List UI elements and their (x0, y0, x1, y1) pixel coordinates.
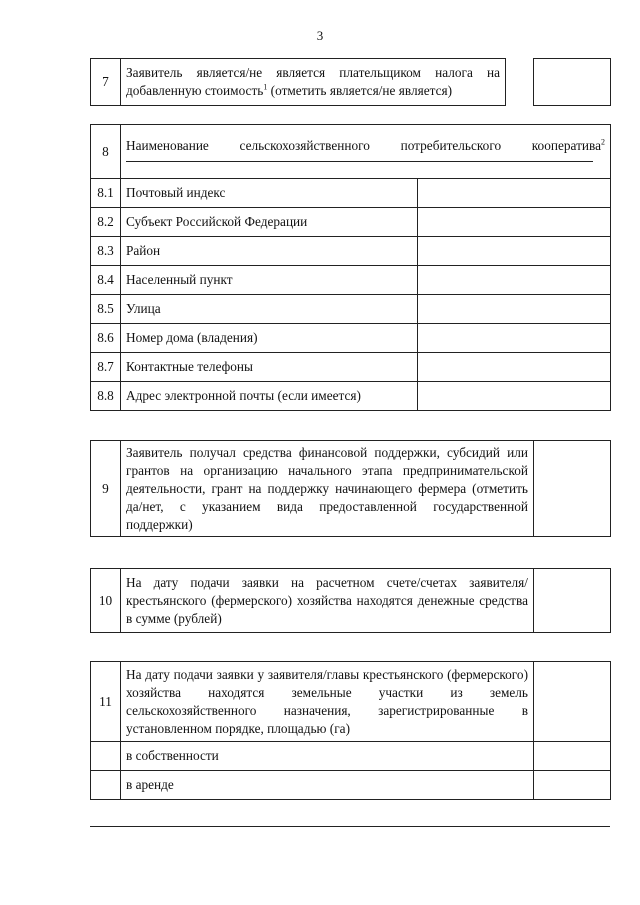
section-10-table (90, 568, 611, 633)
section-7-number: 7 (91, 59, 121, 106)
section-11-answer-cell[interactable] (534, 662, 611, 742)
section-8-3-label: Район (121, 237, 418, 266)
section-8-title-underline (126, 161, 593, 162)
section-8-4-value[interactable] (418, 266, 611, 295)
section-7-answer-cell[interactable] (534, 59, 611, 106)
section-8-title-cell[interactable] (121, 125, 611, 179)
section-8-5-value[interactable] (418, 295, 611, 324)
footnote-mark-1: 1 (263, 82, 268, 92)
page-number: 3 (316, 28, 324, 43)
section-8-3-number: 8.3 (91, 237, 121, 266)
section-8-6-label: Номер дома (владения) (121, 324, 418, 353)
section-9-table (90, 440, 611, 537)
section-11-ownership-label: в собственности (121, 742, 534, 771)
section-9-text: Заявитель получал средства финансовой поддержки, субсидий или грантов на организацию начального этапа предпринимательской деятельности, грант на поддержку начинающего фермера (отметить да/нет, с указанием вида предоставленной государственной поддержки) (121, 441, 534, 537)
section-8-7-label: Контактные телефоны (121, 353, 418, 382)
section-9-number: 9 (91, 441, 121, 537)
section-8-8-value[interactable] (418, 382, 611, 411)
section-11-lease-label: в аренде (121, 771, 534, 800)
section-11-ownership-value[interactable] (534, 742, 611, 771)
section-7-table (90, 58, 611, 106)
section-8-6-value[interactable] (418, 324, 611, 353)
section-8-2-number: 8.2 (91, 208, 121, 237)
footnote-separator-line (90, 826, 610, 827)
section-8-1-label: Почтовый индекс (121, 179, 418, 208)
section-8-1-number: 8.1 (91, 179, 121, 208)
section-8-5-label: Улица (121, 295, 418, 324)
section-11-table (90, 661, 611, 800)
section-8-1-value[interactable] (418, 179, 611, 208)
section-8-8-label: Адрес электронной почты (если имеется) (121, 382, 418, 411)
section-8-5-number: 8.5 (91, 295, 121, 324)
section-8-number: 8 (91, 125, 121, 179)
footnote-mark-2: 2 (601, 137, 606, 147)
section-8-7-value[interactable] (418, 353, 611, 382)
section-8-6-number: 8.6 (91, 324, 121, 353)
section-7-text: Заявитель является/не является плательщиком налога на добавленную стоимость$^1$ (отметить является/не является) (121, 59, 506, 106)
section-10-text: На дату подачи заявки на расчетном счете/счетах заявителя/крестьянского (фермерского) хозяйства находятся денежные средства в сумме (рублей) (121, 569, 534, 633)
section-8-table (90, 124, 611, 411)
section-11-lease-value[interactable] (534, 771, 611, 800)
section-8-4-label: Населенный пункт (121, 266, 418, 295)
section-8-2-label: Субъект Российской Федерации (121, 208, 418, 237)
section-8-8-number: 8.8 (91, 382, 121, 411)
section-10-answer-cell[interactable] (534, 569, 611, 633)
section-8-4-number: 8.4 (91, 266, 121, 295)
section-8-7-number: 8.7 (91, 353, 121, 382)
section-11-number: 11 (91, 662, 121, 742)
section-11-text: На дату подачи заявки у заявителя/главы крестьянского (фермерского) хозяйства находятся земельные участки из земель сельскохозяйственного назначения, зарегистрированные в установленном порядке, площадью (га) (121, 662, 534, 742)
section-8-2-value[interactable] (418, 208, 611, 237)
section-10-number: 10 (91, 569, 121, 633)
section-9-answer-cell[interactable] (534, 441, 611, 537)
section-8-title: Наименование сельскохозяйственного потребительского кооператива$^2$ (126, 137, 606, 153)
section-8-3-value[interactable] (418, 237, 611, 266)
